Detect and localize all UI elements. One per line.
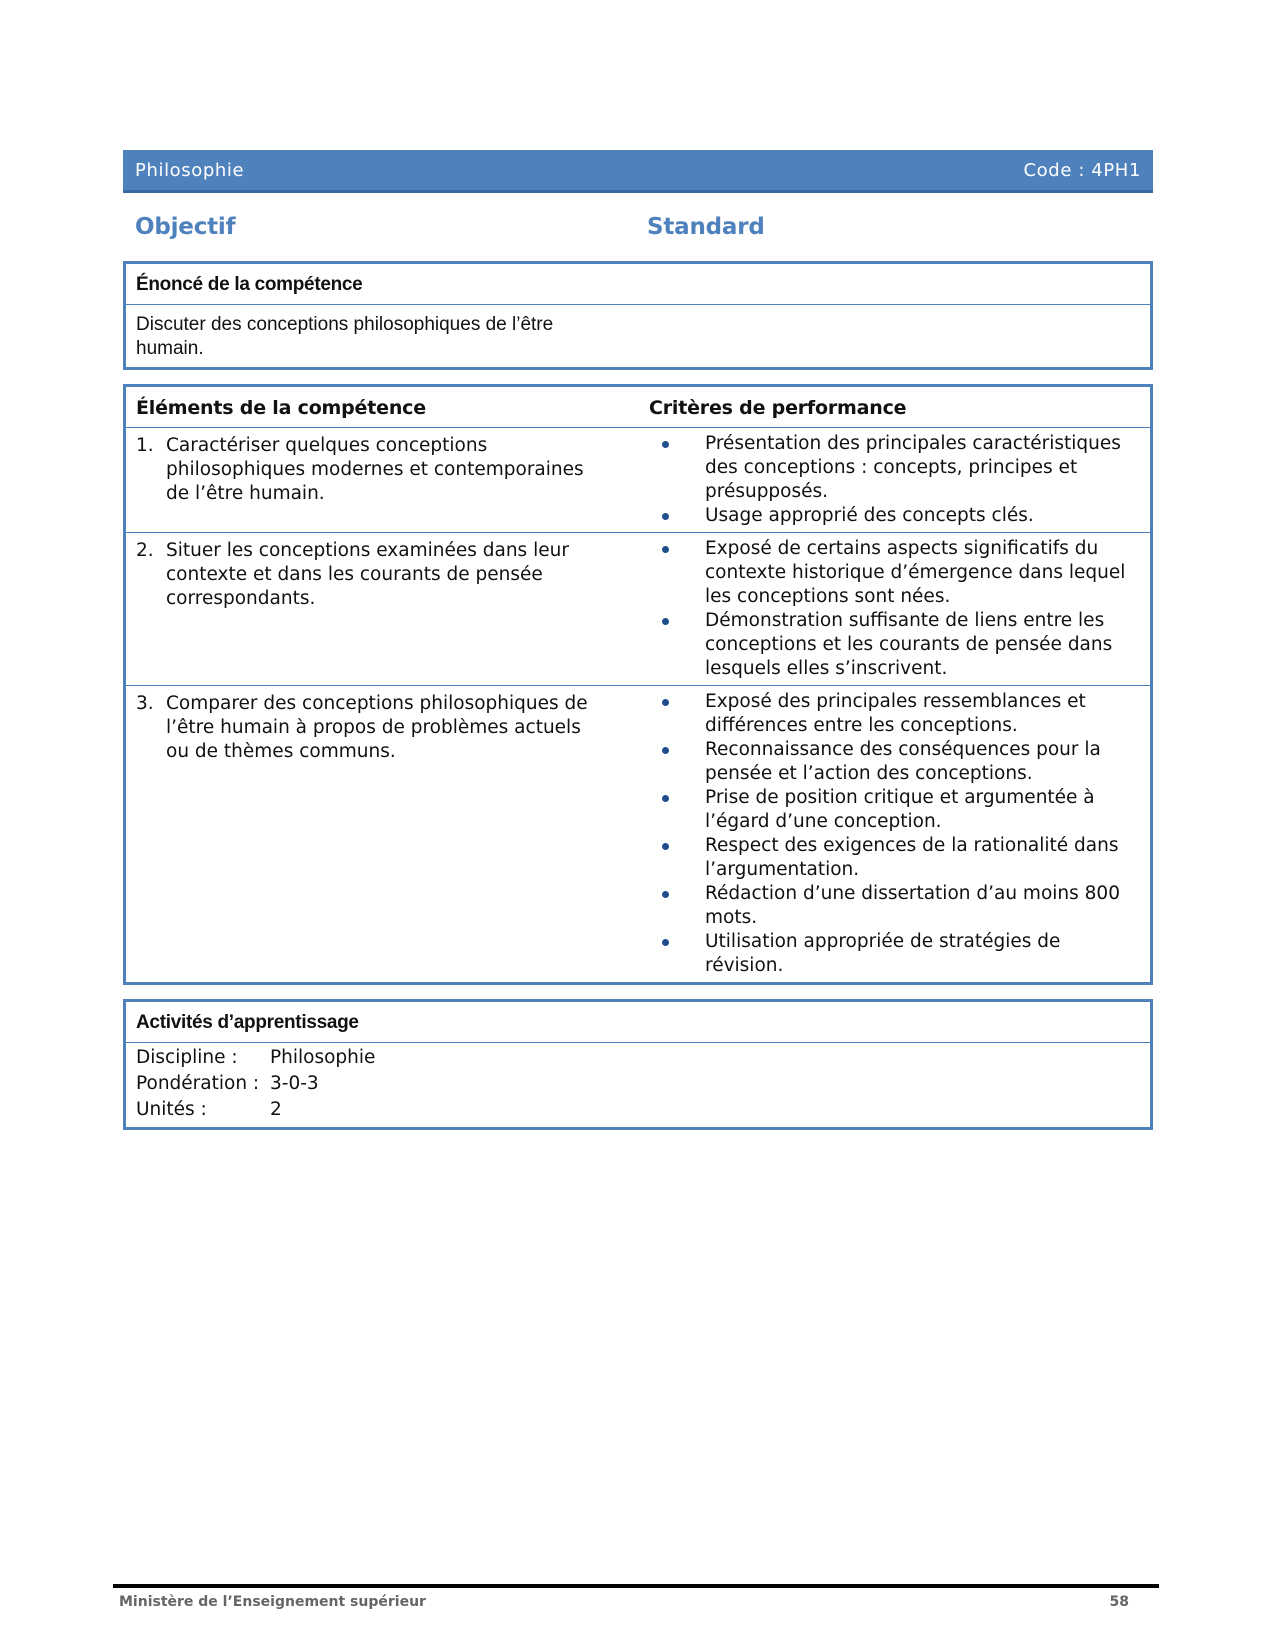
criteria-item <box>629 504 1140 528</box>
element-number: 2. <box>136 540 154 561</box>
criteria-item <box>629 690 1140 738</box>
bullet-icon <box>629 690 705 738</box>
bullet-icon <box>629 738 705 786</box>
bullet-icon <box>629 930 705 978</box>
bullet-icon <box>629 834 705 882</box>
footer-page-number: 58 <box>1109 1594 1129 1610</box>
section-headings <box>123 207 1153 247</box>
bullet-icon <box>629 882 705 930</box>
criteria-item <box>629 738 1140 786</box>
activity-row <box>136 1045 1140 1071</box>
criteria-text: Exposé des principales ressemblances et différences entre les conceptions. <box>705 691 1086 736</box>
criteria-cell <box>619 686 1150 982</box>
activity-value: Philosophie <box>270 1047 376 1068</box>
activity-row <box>136 1097 1140 1123</box>
criteria-text: Reconnaissance des conséquences pour la pensée et l’action des conceptions. <box>705 739 1101 784</box>
criteria-list <box>629 432 1140 528</box>
criteria-text: Usage approprié des concepts clés. <box>705 505 1034 526</box>
element-number: 1. <box>136 435 154 456</box>
course-code: Code : 4PH1 <box>1023 159 1141 181</box>
activities-list <box>126 1043 1150 1127</box>
criteria-item <box>629 930 1140 978</box>
element-text: Situer les conceptions examinées dans leur contexte et dans les courants de pensée correspondants. <box>166 540 569 609</box>
criteria-list <box>629 690 1140 978</box>
footer-ministry: Ministère de l’Enseignement supérieur <box>119 1594 426 1610</box>
competence-table-header <box>126 387 1150 428</box>
activity-value: 2 <box>270 1099 282 1120</box>
bullet-icon <box>629 609 705 681</box>
criteria-text: Respect des exigences de la rationalité dans l’argumentation. <box>705 835 1119 880</box>
criteria-item <box>629 834 1140 882</box>
activity-label: Pondération : <box>136 1073 260 1094</box>
activities-title: Activités d’apprentissage <box>126 1002 1150 1043</box>
element-cell <box>126 533 619 685</box>
bullet-icon <box>629 504 705 528</box>
standard-heading: Standard <box>647 214 765 240</box>
activity-row <box>136 1071 1140 1097</box>
criteria-item <box>629 609 1140 681</box>
page-footer <box>113 1584 1159 1610</box>
activity-label: Discipline : <box>136 1047 238 1068</box>
criteria-text: Utilisation appropriée de stratégies de révision. <box>705 931 1061 976</box>
competence-row <box>126 533 1150 686</box>
competence-rows <box>126 428 1150 982</box>
activity-value: 3-0-3 <box>270 1073 319 1094</box>
element-item <box>136 434 609 506</box>
criteria-text: Démonstration suffisante de liens entre les conceptions et les courants de pensée dans lesquels elles s’inscrivent. <box>705 610 1113 679</box>
element-cell <box>126 428 619 532</box>
activity-label: Unités : <box>136 1099 207 1120</box>
course-subject: Philosophie <box>135 159 245 181</box>
element-item <box>136 539 609 611</box>
criteria-list <box>629 537 1140 681</box>
criteria-item <box>629 432 1140 504</box>
bullet-icon <box>629 786 705 834</box>
enonce-box <box>123 261 1153 370</box>
criteria-cell <box>619 428 1150 532</box>
element-text: Caractériser quelques conceptions philosophiques modernes et contemporaines de l’être humain. <box>166 435 584 504</box>
competence-row <box>126 428 1150 533</box>
element-cell <box>126 686 619 982</box>
element-text: Comparer des conceptions philosophiques de l’être humain à propos de problèmes actuels ou de thèmes communs. <box>166 693 588 762</box>
competence-row <box>126 686 1150 982</box>
activities-box <box>123 999 1153 1130</box>
criteria-cell <box>619 533 1150 685</box>
criteria-text: Présentation des principales caractéristiques des conceptions : concepts, principes et présupposés. <box>705 433 1121 502</box>
criteria-text: Rédaction d’une dissertation d’au moins 800 mots. <box>705 883 1120 928</box>
footer-row <box>113 1588 1159 1610</box>
bullet-icon <box>629 432 705 504</box>
bullet-icon <box>629 537 705 609</box>
course-page <box>123 150 1153 1130</box>
criteria-item <box>629 786 1140 834</box>
course-banner <box>123 150 1153 193</box>
criteria-column-header: Critères de performance <box>649 397 907 419</box>
criteria-text: Prise de position critique et argumentée à l’égard d’une conception. <box>705 787 1095 832</box>
enonce-title: Énoncé de la compétence <box>126 264 1150 305</box>
element-item <box>136 692 609 764</box>
competence-table <box>123 384 1153 985</box>
elements-column-header: Éléments de la compétence <box>136 397 426 419</box>
element-number: 3. <box>136 693 154 714</box>
criteria-item <box>629 537 1140 609</box>
criteria-item <box>629 882 1140 930</box>
criteria-text: Exposé de certains aspects significatifs du contexte historique d’émergence dans lequel les conceptions sont nées. <box>705 538 1126 607</box>
enonce-text: Discuter des conceptions philosophiques de l’être humain. <box>136 314 554 359</box>
objective-heading: Objectif <box>135 214 236 240</box>
